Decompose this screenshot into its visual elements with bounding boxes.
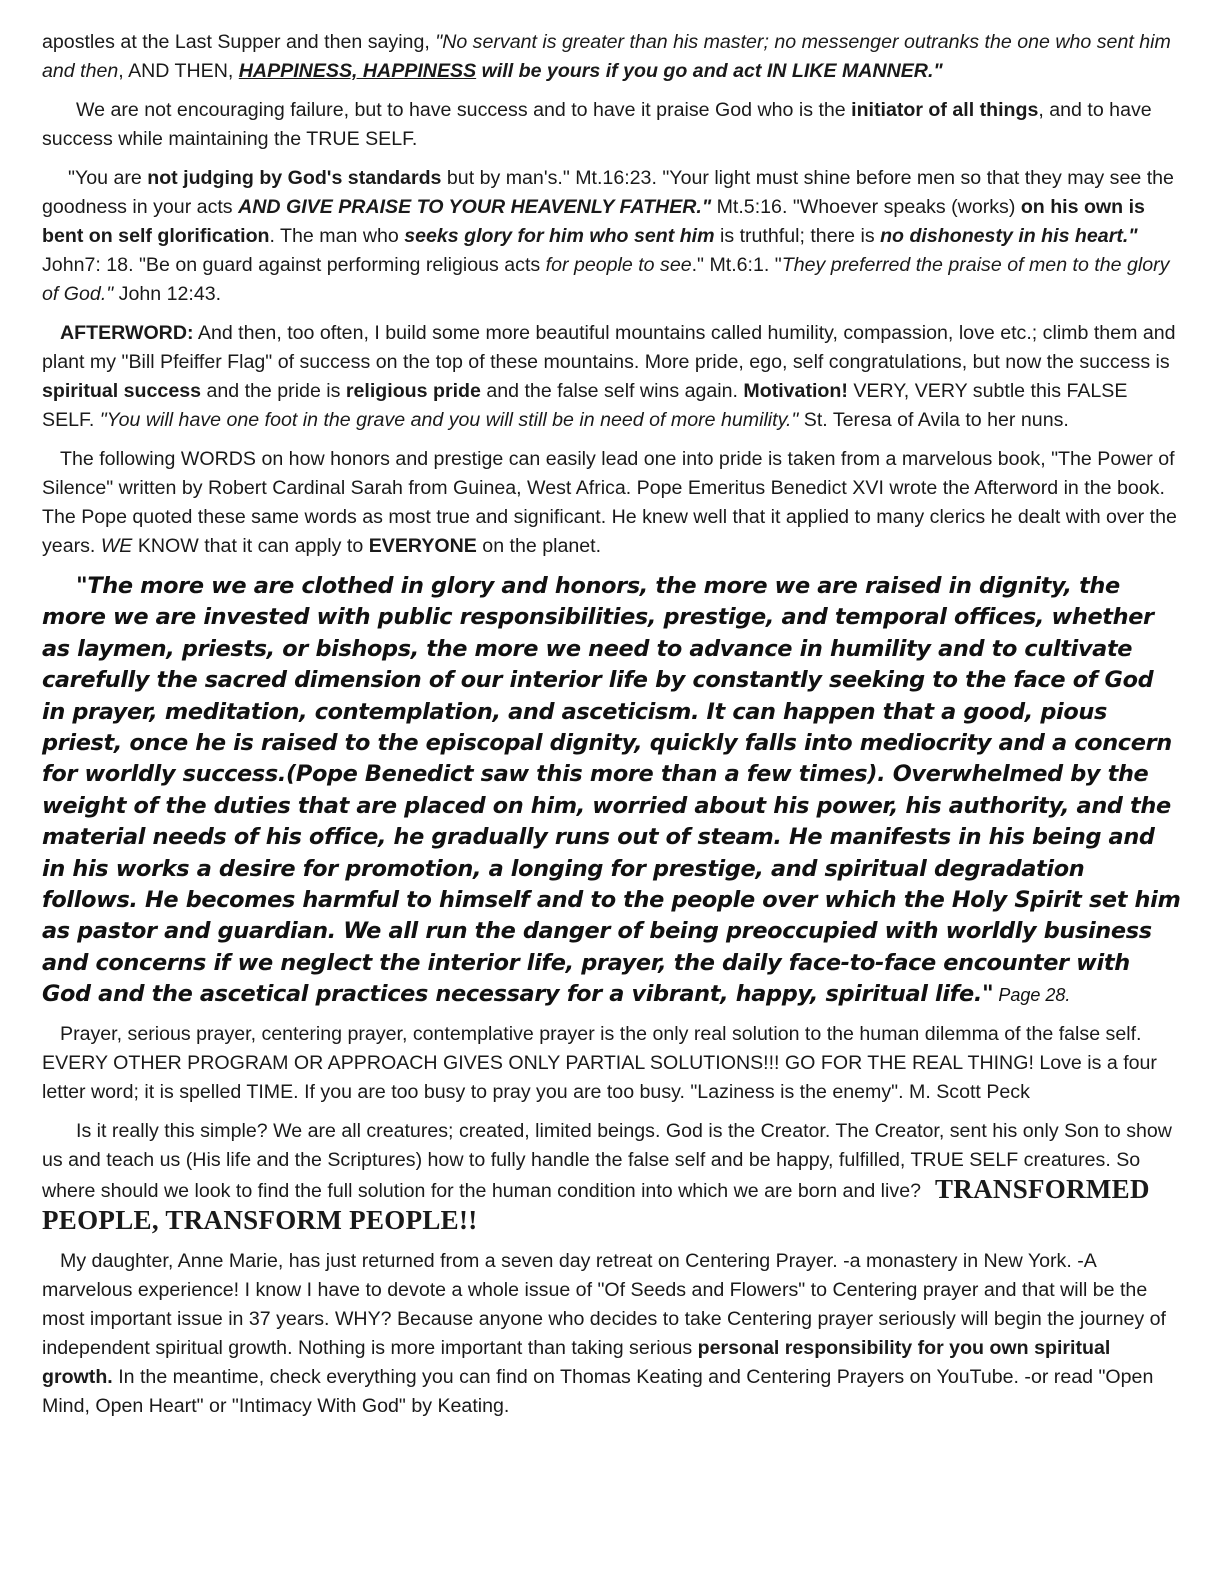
italic-phrase: They preferred the praise of men to the glory of God." [42, 254, 1170, 305]
scripture-quote: "No servant is greater than his master; no messenger outranks the one who sent him and then [42, 31, 1171, 82]
text-run: and the pride is [201, 380, 346, 402]
text-run: , and to have success while maintaining the TRUE SELF. [42, 99, 1152, 150]
text-run: And then, too often, I build some more beautiful mountains called humility, compassion, love etc.; climb them and plant my "Bill Pfeiffer Flag" of success on the top of these mountains. More pride, ego, self congratulations, but now the success is [42, 322, 1176, 373]
bold-phrase: initiator of all things [851, 99, 1039, 121]
text-run: The following WORDS on how honors and prestige can easily lead one into pride is taken from a marvelous book, "The Power of Silence" written by Robert Cardinal Sarah from Guinea, West Africa. Pope Emeritus Benedict XVI wrote the Afterword in the book. The Pope quoted these same words as most true and significant. He knew well that it applied to many clerics he dealt with over the years. [42, 448, 1177, 557]
text-run: on the planet. [476, 535, 602, 557]
bold-italic-phrase: no dishonesty in his heart." [880, 225, 1138, 247]
text-run: apostles at the Last Supper and then saying, [42, 31, 436, 53]
text-run: Prayer, serious prayer, centering prayer, contemplative prayer is the only real solution to the human dilemma of the false self. EVERY OTHER PROGRAM OR APPROACH GIVES ONLY PARTIAL SOLUTIONS!!! GO FOR THE REAL THING! Love is a four letter word; it is spelled TIME. If you are too busy to pray you are too busy. "Laziness is the enemy". M. Scott Peck [42, 1022, 1157, 1103]
paragraph-last-supper [42, 28, 1182, 86]
text-run: , AND THEN, [118, 60, 239, 82]
paragraph-gods-standards [42, 164, 1182, 309]
italic-phrase: for people to see [545, 254, 692, 276]
paragraph-centering-prayer [42, 1247, 1182, 1421]
text-run: We are not encouraging failure, but to have success and to have it praise God who is the [76, 99, 852, 121]
paragraph-creator [42, 1117, 1182, 1237]
scripture-quote-emphasis: will be yours if you go and act IN LIKE MANNER." [476, 60, 943, 82]
text-run: "You are [68, 167, 148, 189]
text-run: is truthful; there is [714, 225, 881, 247]
text-run: ." Mt.6:1. " [691, 254, 782, 276]
text-run: My daughter, Anne Marie, has just returned from a seven day retreat on Centering Prayer. -a monastery in New York. -A marvelous experience! I know I have to devote a whole issue of "Of Seeds and Flowers" to Centering prayer and that will be the most important issue in 37 years. WHY? Because anyone who decides to take Centering prayer seriously will begin the journey of independent spiritual growth. Nothing is more important than taking serious [42, 1249, 1166, 1359]
text-run: VERY, VERY subtle this FALSE SELF. [42, 380, 1128, 431]
bold-phrase: not judging by God's standards [147, 167, 442, 189]
text-run: KNOW that it can apply to [132, 535, 369, 557]
italic-quote: "You will have one foot in the grave and you will still be in need of more humility." [99, 409, 799, 431]
bold-phrase: spiritual success [42, 380, 202, 402]
bold-phrase: Motivation! [743, 380, 848, 402]
block-quote-sarah [42, 571, 1182, 1012]
paragraph-prayer [42, 1020, 1182, 1107]
quote-text: "The more we are clothed in glory and honors, the more we are raised in dignity, the more we are invested with public responsibilities, prestige, and temporal offices, whether as laymen, priests, or bishops, the more we need to advance in humility and to cultivate carefully the sacred dimension of our interior life by constantly seeking to the face of God in prayer, meditation, contemplation, and asceticism. It can happen that a good, pious priest, once he is raised to the episcopal dignity, quickly falls into mediocrity and a concern for worldly success.(Pope Benedict saw this more than a few times). Overwhelmed by the weight of the duties that are placed on him, worried about his power, his authority, and the material needs of his office, he gradually runs out of steam. He manifests in his being and in his works a desire for promotion, a longing for prestige, and spiritual degradation follows. He becomes harmful to himself and to the people over which the Holy Spirit set him as pastor and guardian. We all run the danger of being preoccupied with worldly business and concerns if we neglect the interior life, prayer, the daily face-to-face encounter with God and the ascetical practices necessary for a vibrant, happy, spiritual life." [42, 573, 1181, 1008]
bold-phrase: religious pride [345, 380, 481, 402]
italic-phrase: WE [100, 535, 133, 557]
bold-phrase: on his own is bent on self glorification [42, 196, 1145, 247]
happiness-emphasis: HAPPINESS, HAPPINESS [238, 60, 477, 82]
text-run: Mt.5:16. "Whoever speaks (works) [711, 196, 1021, 218]
transformed-people-heading: TRANSFORMED PEOPLE, TRANSFORM PEOPLE!! [42, 1173, 1150, 1235]
text-run: Is it really this simple? We are all creatures; created, limited beings. God is the Creator. The Creator, sent his only Son to show us and teach us (His life and the Scriptures) how to fully handle the false self and be happy, fulfilled, TRUE SELF creatures. So where should we look to find the full solution for the human condition into which we are born and live? [42, 1119, 1172, 1202]
bold-italic-phrase: AND GIVE PRAISE TO YOUR HEAVENLY FATHER." [238, 196, 712, 218]
bold-phrase: EVERYONE [368, 535, 477, 557]
afterword-label: AFTERWORD: [60, 322, 194, 344]
bold-italic-phrase: seeks glory for him who sent him [404, 225, 715, 247]
text-run: John7: 18. "Be on guard against performing religious acts [42, 254, 546, 276]
text-run: but by man's." Mt.16:23. "Your light must shine before men so that they may see the goodness in your acts [42, 167, 1174, 218]
bold-phrase: personal responsibility for you own spiritual growth. [42, 1336, 1111, 1388]
paragraph-power-of-silence [42, 445, 1182, 561]
quote-page-reference: Page 28. [993, 985, 1071, 1006]
text-run: John 12:43. [113, 283, 222, 305]
text-run: St. Teresa of Avila to her nuns. [798, 409, 1069, 431]
paragraph-afterword [42, 319, 1182, 435]
text-run: In the meantime, check everything you can find on Thomas Keating and Centering Prayers on YouTube. -or read "Open Mind, Open Heart" or "Intimacy With God" by Keating. [42, 1365, 1154, 1417]
paragraph-success [42, 96, 1182, 154]
text-run: . The man who [269, 225, 405, 247]
text-run: and the false self wins again. [480, 380, 744, 402]
document-page [42, 28, 1182, 1431]
